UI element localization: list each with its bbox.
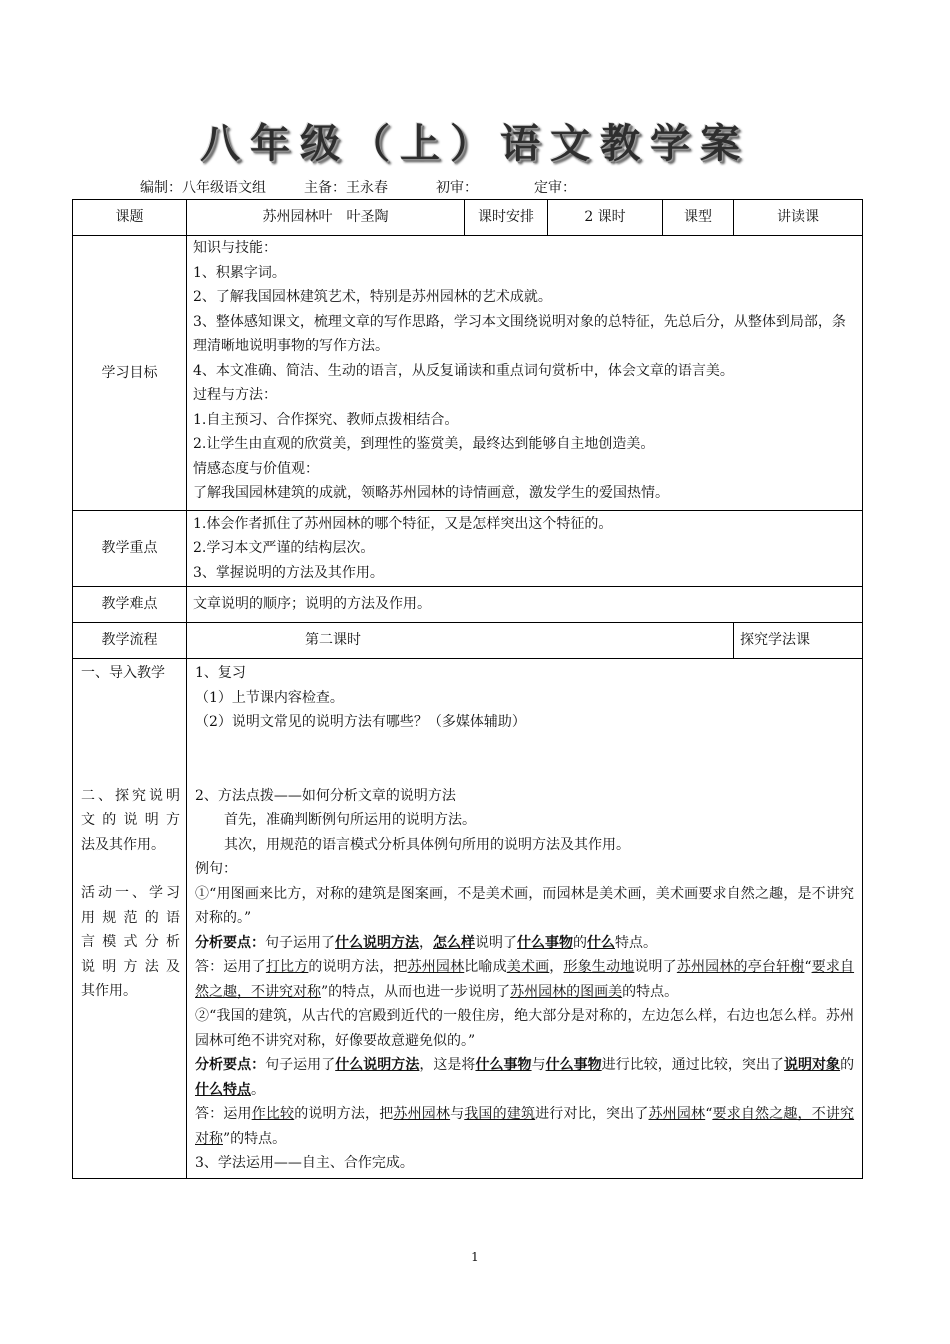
section1-label: 一、导入教学 [81,665,165,681]
answer-key: 苏州园林的亭台轩榭 [676,959,805,975]
review-title: 1、复习 [195,665,246,681]
section2-label-line: 文 的 说 明 方 [81,812,180,828]
analysis-text: 与 [531,1057,546,1073]
hours-value: 2 课时 [548,200,663,236]
activity-label-line: 用 规 范 的 语 [81,909,180,926]
answer-text: 说明了 [634,959,677,975]
objectives-line: 知识与技能： [193,240,277,256]
lesson-plan-table [72,199,863,1179]
flow-row [73,623,863,659]
analysis-label: 分析要点： [195,1057,266,1073]
analysis-key: 什么事物 [517,934,573,951]
answer-1 [195,955,854,1004]
activity-label-line: 言 模 式 分 析 [81,934,180,950]
type-label: 课型 [663,200,734,236]
analysis-text: 。 [251,1081,265,1098]
activity-label-line: 说 明 方 法 及 [81,958,180,975]
analysis-1 [195,931,854,956]
analysis-text: 说明了 [475,934,517,951]
example-2: ②“我国的建筑，从古代的宫殿到近代的一般住房，绝大部分是对称的，左边怎么样，右边也怎么样。苏州园林可绝不讲究对称，好像要故意避免似的。” [195,1008,854,1049]
activity-label-line: 活动一、学习 [81,885,180,901]
analysis-key: 什么 [587,934,615,951]
analysis-key: 什么事物 [545,1057,602,1073]
answer-key: 形象生动地 [563,959,635,975]
key-point-line: 1.体会作者抓住了苏州园林的哪个特征，又是怎样突出这个特征的。 [193,515,613,532]
difficulties-label: 教学难点 [73,587,187,623]
analysis-key: 什么说明方法 [335,934,419,951]
analysis-key: 什么特点 [195,1081,251,1098]
flow-session: 第二课时 [187,623,734,659]
objectives-label: 学习目标 [73,236,187,511]
objectives-line: 1.自主预习、合作探究、教师点拨相结合。 [193,411,459,428]
analysis-key: 说明对象 [783,1057,841,1073]
analysis-text: ，这是将 [419,1057,476,1073]
objectives-line: 情感态度与价值观： [193,460,319,477]
document-title: 八年级（上）语文教学案 [200,121,750,167]
hours-label: 课时安排 [465,200,548,236]
process-left-column [73,659,187,1179]
type-value: 讲读课 [734,200,863,236]
header-info [140,177,576,197]
analysis-key: 怎么样 [433,934,475,951]
final-review: 定审： [534,180,576,196]
objectives-line: 1、积累字词。 [193,264,286,281]
answer-text: 答：运用了 [195,959,266,975]
activity-label-line: 其作用。 [81,983,137,999]
answer-text: 的说明方法，把 [308,959,408,975]
answer-text: 进行对比，突出了 [535,1106,649,1122]
answer-text: “ [705,1106,713,1122]
analysis-text: ， [419,934,433,951]
course-label: 课题 [73,200,187,236]
course-value: 苏州园林叶 叶圣陶 [187,200,465,236]
answer-key: 要求自然之趣，不讲究对称 [195,959,855,1000]
answer-key: 美术画 [506,959,550,975]
method-second: 其次，用规范的语言模式分析具体例句所用的说明方法及其作用。 [224,836,630,853]
review-item: （2）说明文常见的说明方法有哪些？（多媒体辅助） [195,714,526,730]
method-first: 首先，准确判断例句所运用的说明方法。 [224,812,476,828]
objectives-line: 2、了解我国园林建筑艺术，特别是苏州园林的艺术成就。 [193,289,552,305]
key-point-line: 3、掌握说明的方法及其作用。 [193,564,384,581]
review-item: （1）上节课内容检查。 [195,689,344,706]
answer-text: 与 [450,1106,465,1122]
answer-key: 苏州园林 [648,1106,706,1122]
answer-text: 的特点。 [622,983,679,1000]
analysis-text: 的 [573,934,587,951]
answer-text: ”的特点，从而也进一步说明了 [321,983,511,1000]
objectives-line: 3、整体感知课文，梳理文章的写作思路，学习本文围绕说明对象的总特征，先总后分，从整体到局部，条理清晰地说明事物的写作方法。 [193,313,846,354]
analysis-text: 进行比较，通过比较，突出了 [601,1057,784,1073]
flow-label: 教学流程 [73,623,187,659]
method-apply: 3、学法运用——自主、合作完成。 [195,1155,414,1171]
analysis-2 [195,1053,854,1102]
key-points-content [187,511,863,587]
answer-key: 苏州园林的图画美 [510,983,623,1000]
first-review: 初审： [436,180,478,196]
answer-key: 苏州园林 [407,959,465,975]
page-number: 1 [471,1250,479,1264]
objectives-content [187,236,863,511]
section2-label-line: 法及其作用。 [81,836,165,853]
objectives-line: 4、本文准确、简洁、生动的语言，从反复诵读和重点词句赏析中，体会文章的语言美。 [193,362,734,379]
objectives-line: 了解我国园林建筑的成就，领略苏州园林的诗情画意，激发学生的爱国热情。 [193,485,669,501]
answer-text: “ [804,959,812,975]
analysis-label: 分析要点： [195,934,265,951]
course-row [73,200,863,236]
example-1: ①“用图画来比方，对称的建筑是图案画，不是美术画，而园林是美术画，美术画要求自然之趣，是不讲究对称的。” [195,885,854,926]
chief: 主备：王永春 [304,180,388,196]
analysis-text: 的 [840,1057,855,1073]
analysis-key: 什么说明方法 [335,1057,420,1073]
answer-text: 比喻成 [464,959,507,975]
answer-text: 答：运用 [195,1106,252,1122]
process-row [73,659,863,1179]
answer-2 [195,1102,854,1151]
answer-text: 的说明方法，把 [294,1106,394,1122]
difficulties-value: 文章说明的顺序；说明的方法及作用。 [187,587,863,623]
process-content [187,659,863,1179]
analysis-text: 特点。 [615,934,657,951]
objectives-line: 2.让学生由直观的欣赏美，到理性的鉴赏美，最终达到能够自主地创造美。 [193,436,655,452]
objectives-row [73,236,863,511]
answer-text: ， [549,959,564,975]
difficulties-row [73,587,863,623]
key-points-row [73,511,863,587]
key-points-label: 教学重点 [73,511,187,587]
answer-key: 要求自然之趣，不讲究对称 [195,1106,855,1147]
key-point-line: 2.学习本文严谨的结构层次。 [193,540,375,557]
answer-text: ”的特点。 [223,1130,287,1147]
method-title: 2、方法点拨——如何分析文章的说明方法 [195,787,456,804]
analysis-key: 什么事物 [475,1057,532,1073]
analysis-text: 句子运用了 [265,1057,336,1073]
answer-key: 作比较 [251,1106,295,1122]
answer-key: 我国的建筑 [464,1106,536,1122]
example-label: 例句： [195,861,237,877]
section2-label-line: 二、探究说明 [81,787,180,804]
answer-key: 打比方 [265,959,309,975]
answer-key: 苏州园林 [393,1106,451,1122]
flow-lesson-type: 探究学法课 [734,623,863,659]
objectives-line: 过程与方法： [193,387,277,403]
compiler: 编制：八年级语文组 [140,180,266,196]
analysis-text: 句子运用了 [265,934,335,951]
